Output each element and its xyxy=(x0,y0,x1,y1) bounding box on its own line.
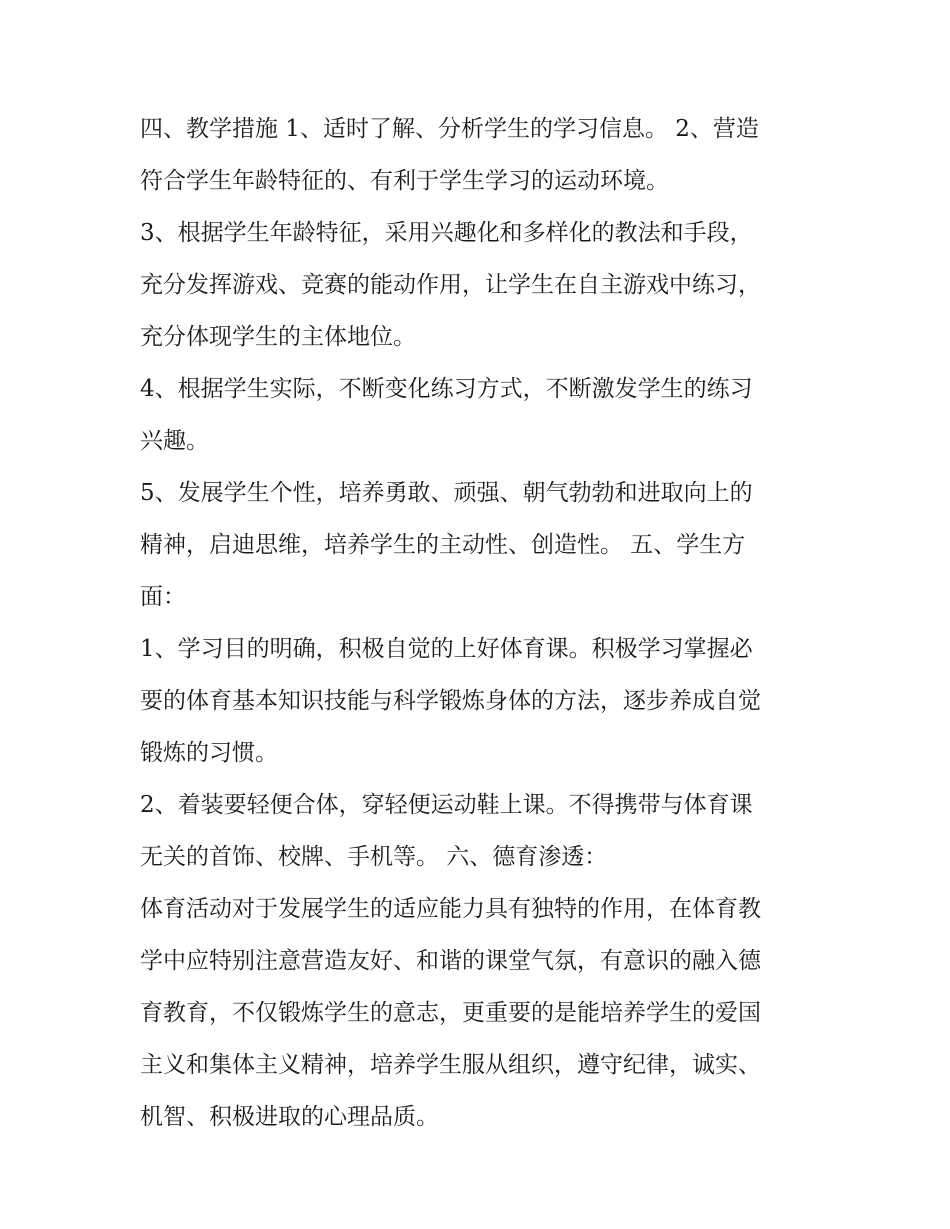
text-line: 3、根据学生年龄特征，采用兴趣化和多样化的教法和手段， xyxy=(140,220,753,246)
text-line: 2、着装要轻便合体，穿轻便运动鞋上课。不得携带与体育课 xyxy=(140,792,753,818)
text-line: 5、发展学生个性，培养勇敢、顽强、朝气勃勃和进取向上的 xyxy=(140,480,753,506)
text-line: 锻炼的习惯。 xyxy=(140,740,278,766)
text-line: 1、学习目的明确，积极自觉的上好体育课。积极学习掌握必 xyxy=(140,636,753,662)
text-line: 四、教学措施 1、适时了解、分析学生的学习信息。 2、营造 xyxy=(140,116,759,142)
text-line: 机智、积极进取的心理品质。 xyxy=(140,1104,439,1130)
text-line: 4、根据学生实际，不断变化练习方式，不断激发学生的练习 xyxy=(140,376,753,402)
text-line: 面： xyxy=(140,584,186,610)
text-line: 无关的首饰、校牌、手机等。 六、德育渗透： xyxy=(140,844,608,870)
text-line: 育教育，不仅锻炼学生的意志，更重要的是能培养学生的爱国 xyxy=(140,1000,761,1026)
text-line: 要的体育基本知识技能与科学锻炼身体的方法，逐步养成自觉 xyxy=(140,688,761,714)
text-line: 充分发挥游戏、竞赛的能动作用，让学生在自主游戏中练习， xyxy=(140,272,761,298)
text-line: 体育活动对于发展学生的适应能力具有独特的作用，在体育教 xyxy=(140,896,761,922)
text-line: 兴趣。 xyxy=(140,428,209,454)
document-body xyxy=(140,103,820,1143)
text-line: 学中应特别注意营造友好、和谐的课堂气氛，有意识的融入德 xyxy=(140,948,761,974)
text-line: 精神，启迪思维，培养学生的主动性、创造性。 五、学生方 xyxy=(140,532,746,558)
text-line: 充分体现学生的主体地位。 xyxy=(140,324,416,350)
text-line: 主义和集体主义精神，培养学生服从组织，遵守纪律，诚实、 xyxy=(140,1052,761,1078)
text-line: 符合学生年龄特征的、有利于学生学习的运动环境。 xyxy=(140,168,669,194)
